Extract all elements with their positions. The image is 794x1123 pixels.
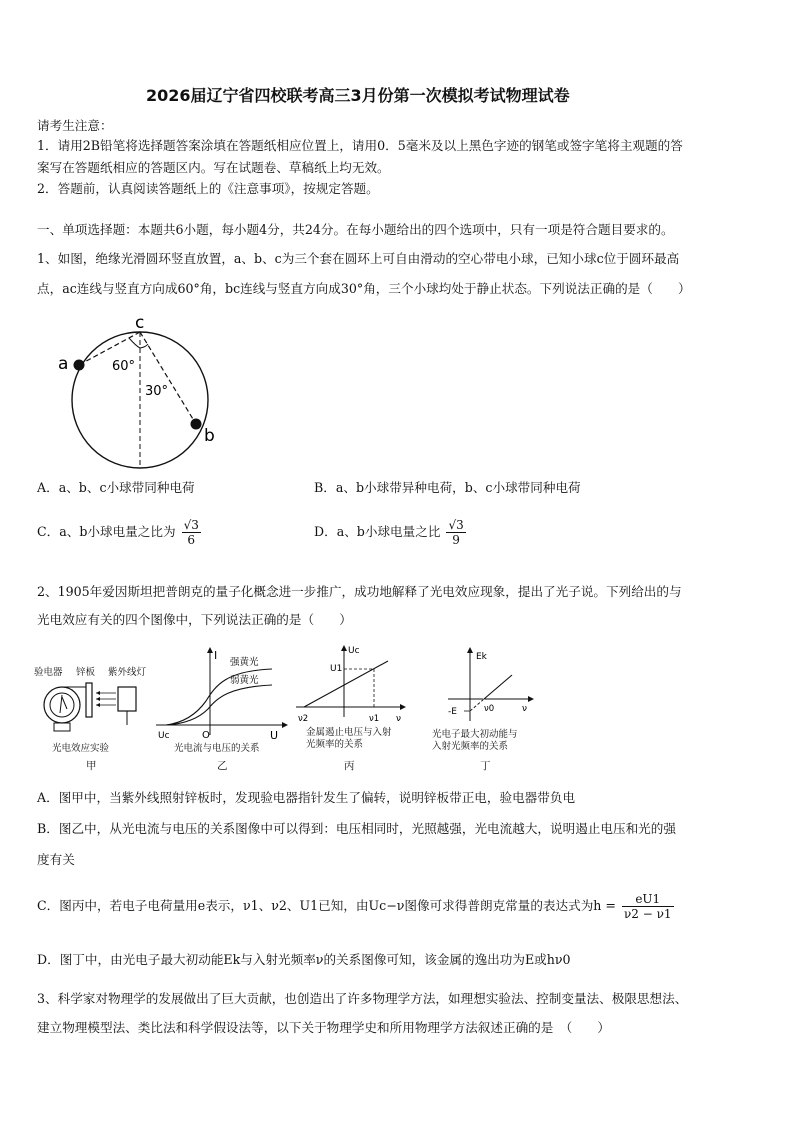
ding-v0: ν0 — [484, 704, 495, 714]
figure-bing — [292, 641, 408, 773]
jia-name: 甲 — [86, 760, 97, 772]
figure-jia — [34, 645, 156, 773]
q2-option-c-fraction — [622, 892, 674, 921]
question-3-line-1: 3、科学家对物理学的发展做出了巨大贡献，也创造出了许多物理学方法，如理想实验法、控制变量法、极限思想法、 — [37, 991, 688, 1006]
bing-axis-v: ν — [396, 714, 402, 724]
ding-graph — [424, 645, 540, 725]
bing-v1: ν1 — [369, 714, 380, 724]
q1-option-c-fraction — [182, 518, 201, 547]
jia-label-zinc-plate: 锌板 — [76, 667, 96, 678]
ding-axis-v: ν — [522, 704, 528, 714]
q1-option-c-denominator: 6 — [187, 533, 196, 547]
yi-caption: 光电流与电压的关系 — [174, 743, 260, 754]
q1-option-c-text: C．a、b小球电量之比为 — [37, 524, 176, 539]
bing-axis-uc: Uc — [348, 646, 360, 656]
q2-option-c-denominator: ν2 − ν1 — [623, 907, 672, 921]
yi-uc: Uc — [158, 731, 170, 741]
question-2-line-2: 光电效应有关的四个图像中，下列说法正确的是（ ） — [37, 612, 352, 627]
angle-60-label: 60° — [112, 359, 136, 374]
ding-axis-ek: Ek — [476, 652, 487, 662]
q2-option-c — [37, 886, 676, 926]
page-title: 2026届辽宁省四校联考高三3月份第一次模拟考试物理试卷 — [146, 86, 570, 105]
jia-label-electroscope: 验电器 — [34, 667, 63, 678]
question-3-line-2: 建立物理模型法、类比法和科学假设法等，以下关于物理学史和所用物理学方法叙述正确的是 （ ） — [37, 1020, 611, 1035]
yi-graph — [152, 645, 288, 741]
label-b: b — [204, 426, 215, 446]
q1-option-d — [314, 515, 468, 549]
question-1-line-2: 点，ac连线与竖直方向成60°角，bc连线与竖直方向成30°角，三个小球均处于静止状态。下列说法正确的是（ ） — [37, 281, 691, 296]
jia-apparatus — [34, 679, 156, 741]
yi-name: 乙 — [217, 760, 228, 772]
yi-weak-light: 弱黄光 — [230, 675, 259, 686]
bing-caption-line-2: 光频率的关系 — [306, 739, 364, 750]
q1-option-d-denominator: 9 — [452, 533, 460, 547]
q2-option-b-line-2: 度有关 — [37, 852, 75, 867]
section-heading: 一、单项选择题：本题共6小题，每小题4分，共24分。在每小题给出的四个选项中，只有一项是符合题目要求的。 — [37, 222, 674, 237]
q1-option-d-text: D．a、b小球电量之比 — [314, 524, 441, 539]
bing-v2: ν2 — [298, 714, 309, 724]
yi-axis-u: U — [270, 729, 279, 741]
q2-option-a: A．图甲中，当紫外线照射锌板时，发现验电器指针发生了偏转，说明锌板带正电，验电器带负电 — [37, 790, 576, 805]
q2-option-c-numerator: eU1 — [622, 892, 674, 907]
q2-option-c-text: C．图丙中，若电子电荷量用e表示，ν1、ν2、U1已知，由Uc−ν图像可求得普朗克常量的表达式为h = — [37, 898, 616, 913]
label-a: a — [58, 354, 69, 374]
q2-option-b-line-1: B．图乙中，从光电流与电压的关系图像中可以得到：电压相同时，光照越强，光电流越大，说明遏止电压和光的强 — [37, 821, 676, 836]
q1-option-d-fraction — [446, 518, 465, 547]
label-c: c — [135, 314, 145, 333]
bing-name: 丙 — [344, 760, 355, 772]
question-1-line-1: 1、如图，绝缘光滑圆环竖直放置，a、b、c为三个套在圆环上可自由滑动的空心带电小球，已知小球c位于圆环最高 — [37, 251, 680, 266]
ding-neg-e: -E — [448, 707, 457, 717]
q1-option-c — [37, 515, 203, 549]
ball-b — [191, 419, 202, 430]
ding-caption-line-1: 光电子最大初动能与 — [432, 729, 518, 740]
bing-u1: U1 — [330, 664, 343, 674]
notice-item-1-line-2: 案写在答题纸相应的答题区内。写在试题卷、草稿纸上均无效。 — [37, 160, 390, 175]
ring-figure — [50, 314, 230, 494]
bing-caption-line-1: 金属遏止电压与入射 — [306, 727, 392, 738]
ding-caption-line-2: 入射光频率的关系 — [432, 741, 509, 752]
notice-heading: 请考生注意： — [37, 118, 113, 133]
bing-graph — [292, 641, 408, 725]
figure-ding — [424, 645, 540, 773]
q1-option-c-numerator: √3 — [183, 518, 199, 532]
figure-yi — [152, 645, 288, 773]
notice-item-1-line-1: 1．请用2B铅笔将选择题答案涂填在答题纸相应位置上，请用0．5毫米及以上黑色字迹的钢笔或签字笔将主观题的答 — [37, 138, 683, 153]
jia-caption: 光电效应实验 — [52, 743, 110, 754]
ding-name: 丁 — [480, 760, 491, 772]
angle-30-label: 30° — [145, 384, 169, 399]
q2-option-d: D．图丁中，由光电子最大初动能Ek与入射光频率ν的关系图像可知，该金属的逸出功为E或hν0 — [37, 952, 571, 967]
yi-axis-i: I — [214, 649, 218, 662]
q1-option-a: A．a、b、c小球带同种电荷 — [37, 480, 195, 495]
ball-a — [74, 360, 85, 371]
jia-label-uv-lamp: 紫外线灯 — [108, 667, 147, 678]
question-2-line-1: 2、1905年爱因斯坦把普朗克的量子化概念进一步推广，成功地解释了光电效应现象，提出了光子说。下列给出的与 — [37, 584, 682, 599]
q1-option-b: B．a、b小球带异种电荷，b、c小球带同种电荷 — [314, 480, 581, 495]
notice-item-2: 2．答题前，认真阅读答题纸上的《注意事项》，按规定答题。 — [37, 181, 379, 196]
yi-origin: O — [202, 730, 210, 741]
yi-strong-light: 强黄光 — [230, 657, 259, 668]
q1-option-d-numerator: √3 — [448, 518, 464, 532]
